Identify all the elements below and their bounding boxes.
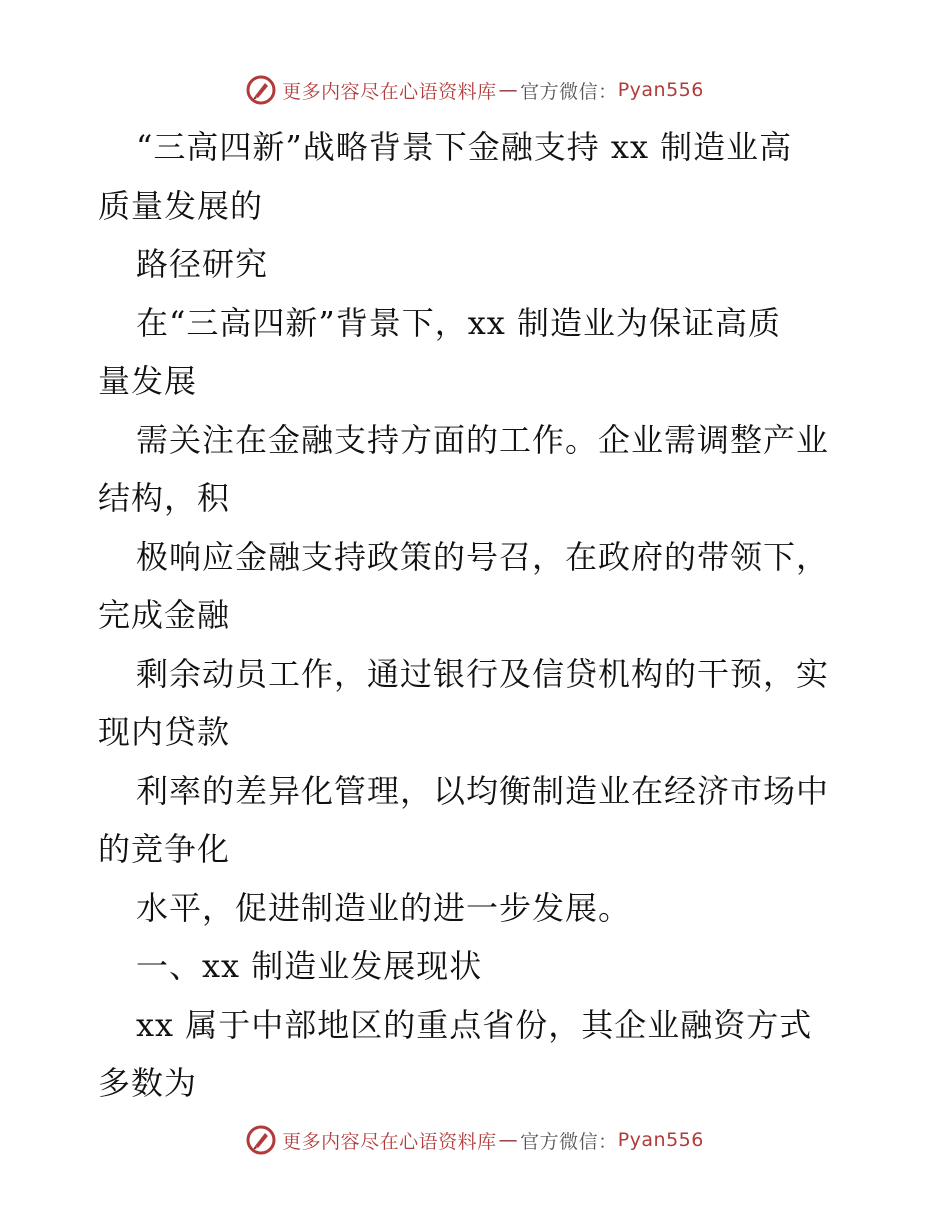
title-line-1: “三高四新”战略背景下金融支持 xx 制造业高 bbox=[136, 128, 793, 166]
header-watermark bbox=[0, 70, 950, 110]
paragraph-line: 完成金融 bbox=[98, 596, 231, 634]
watermark-wechat-id: Pyan556 bbox=[617, 79, 704, 101]
footer-watermark bbox=[0, 1120, 950, 1160]
paragraph-line: 现内贷款 bbox=[98, 713, 231, 751]
paragraph-line: 的竞争化 bbox=[98, 830, 231, 868]
watermark-site-text: 更多内容尽在心语资料库 bbox=[282, 80, 497, 103]
quill-logo-icon bbox=[246, 75, 276, 105]
paragraph-line: xx 属于中部地区的重点省份，其企业融资方式 bbox=[136, 1005, 813, 1044]
paragraph-line: 需关注在金融支持方面的工作。企业需调整产业 bbox=[136, 420, 830, 459]
paragraph-line: 在“三高四新”背景下，xx 制造业为保证高质 bbox=[136, 303, 781, 342]
quill-logo-icon bbox=[246, 1125, 276, 1155]
watermark-wechat-id: Pyan556 bbox=[617, 1129, 704, 1151]
watermark-dash: — bbox=[498, 79, 519, 101]
paragraph-line: 结构，积 bbox=[98, 479, 231, 517]
section-heading: 一、xx 制造业发展现状 bbox=[136, 947, 483, 985]
paragraph-line: 水平，促进制造业的进一步发展。 bbox=[136, 888, 632, 927]
subtitle-line: 路径研究 bbox=[136, 245, 269, 283]
paragraph-line: 剩余动员工作，通过银行及信贷机构的干预，实 bbox=[136, 654, 830, 693]
paragraph-line: 量发展 bbox=[98, 362, 198, 400]
watermark-official-label: 官方微信： bbox=[520, 1130, 618, 1153]
document-body bbox=[98, 118, 858, 1113]
paragraph-line: 极响应金融支持政策的号召，在政府的带领下， bbox=[136, 537, 830, 576]
watermark-dash: — bbox=[498, 1129, 519, 1151]
watermark-official-label: 官方微信： bbox=[520, 80, 618, 103]
paragraph-line: 利率的差异化管理，以均衡制造业在经济市场中 bbox=[136, 771, 830, 810]
watermark-site-text: 更多内容尽在心语资料库 bbox=[282, 1130, 497, 1153]
title-line-2: 质量发展的 bbox=[98, 186, 264, 225]
paragraph-line: 多数为 bbox=[98, 1064, 198, 1102]
